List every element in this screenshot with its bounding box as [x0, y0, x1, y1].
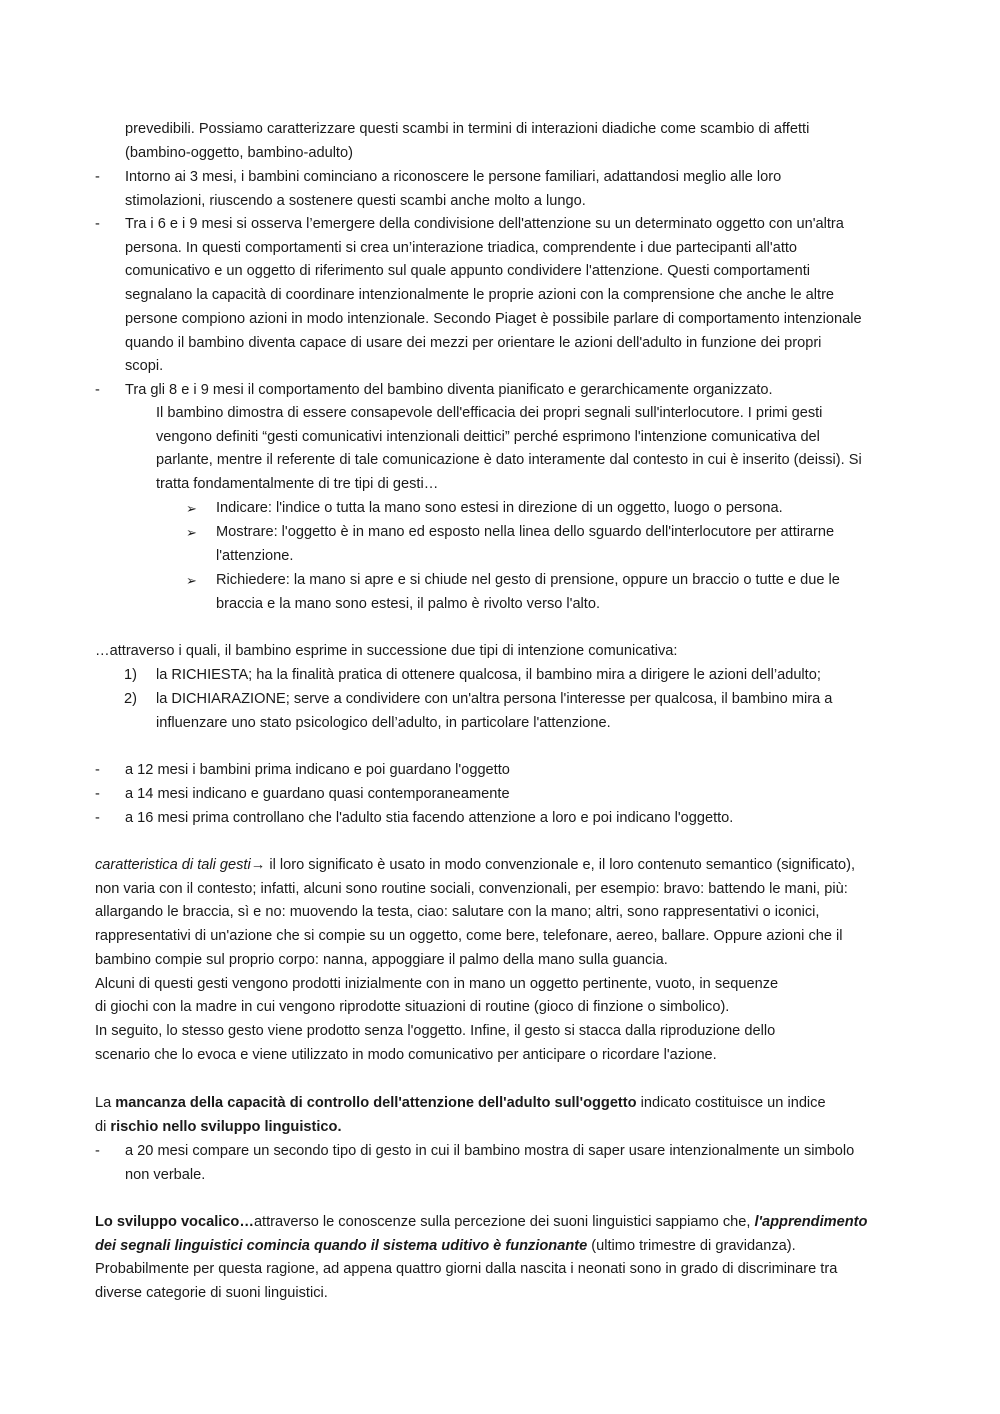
vocal-emphasis: dei segnali linguistici comincia quando il sistema uditivo è funzionante	[95, 1237, 588, 1254]
text-line	[95, 1211, 867, 1235]
dash-bullet: -	[95, 762, 100, 778]
vocal-emphasis: l'apprendimento	[754, 1214, 868, 1230]
text-line: rappresentativi di un'azione che si compie su un oggetto, come bere, telefonare, aereo, ballare. Oppure azioni che il	[95, 928, 843, 945]
text-line: Alcuni di questi gesti vengono prodotti inizialmente con in mano un oggetto pertinente, vuoto, in sequenze	[95, 975, 779, 992]
text-line: l'attenzione.	[216, 547, 294, 564]
vocal-text: attraverso le conoscenze sulla percezione dei suoni linguistici sappiamo che,	[253, 1214, 755, 1230]
text-line	[95, 1116, 826, 1140]
intention-item	[156, 688, 832, 735]
dash-bullet: -	[95, 786, 100, 802]
text-line: influenzare uno stato psicologico dell’adulto, in particolare l'attenzione.	[156, 714, 611, 731]
text-line: di giochi con la madre in cui vengono riprodotte situazioni di routine (gioco di finzione o simbolico).	[95, 999, 730, 1016]
text-line: non varia con il contesto; infatti, alcuni sono routine sociali, convenzionali, per esempio: bravo: battendo le mani, più:	[95, 880, 848, 897]
list-item	[125, 379, 773, 403]
text-line: Indicare: l'indice o tutta la mano sono estesi in direzione di un oggetto, luogo o persona.	[216, 500, 783, 516]
text-line: In seguito, lo stesso gesto viene prodotto senza l'oggetto. Infine, il gesto si stacca dalla riproduzione dello	[95, 1022, 776, 1039]
list-item	[125, 1140, 854, 1187]
text-line: allargando le braccia, sì e no: muovendo la testa, ciao: salutare con la mano; altri, sono rappresentativi o iconici,	[95, 904, 820, 921]
text-line: Tra i 6 e i 9 mesi si osserva l’emergere della condivisione dell'attenzione su un determinato oggetto con un'altra	[125, 216, 844, 232]
dash-bullet: -	[95, 169, 100, 185]
risk-text: indicato costituisce un indice	[636, 1095, 826, 1111]
text-line: persona. In questi comportamenti si crea un’interazione triadica, comprendente i due partecipanti all'atto	[125, 239, 798, 256]
age-item: a 14 mesi indicano e guardano quasi contemporaneamente	[125, 786, 510, 802]
text-line: (bambino-oggetto, bambino-adulto)	[125, 144, 353, 161]
gesture-item	[216, 569, 840, 616]
text-line: Richiedere: la mano si apre e si chiude nel gesto di prensione, oppure un braccio o tutte e due le	[216, 572, 840, 588]
text-line: la DICHIARAZIONE; serve a condividere con un'altra persona l'interesse per qualcosa, il bambino mira a	[156, 691, 833, 707]
features-text: il loro significato è usato in modo convenzionale e, il loro contenuto semantico (significato),	[265, 857, 856, 873]
text-line: braccia e la mano sono estesi, il palmo è rivolto verso l'alto.	[216, 595, 601, 612]
text-line: stimolazioni, riuscendo a sostenere questi scambi anche molto a lungo.	[125, 192, 586, 209]
text-line: non verbale.	[125, 1166, 206, 1183]
age-item: a 12 mesi i bambini prima indicano e poi guardano l'oggetto	[125, 762, 510, 778]
text-line: comunicativo e un oggetto di riferimento sul quale appunto condividere l'attenzione. Questi comportamenti	[125, 263, 811, 280]
risk-bold: mancanza della capacità di controllo dell'attenzione dell'adulto sull'oggetto	[115, 1095, 637, 1111]
text-line: la RICHIESTA; ha la finalità pratica di ottenere qualcosa, il bambino mira a dirigere le azioni dell’adulto;	[156, 667, 821, 683]
text-line: quando il bambino diventa capace di usare dei mezzi per orientare le azioni dell'adulto in funzione dei propri	[125, 334, 822, 351]
text-line: bambino compie sul proprio corpo: nanna, appoggiare il palmo della mano sulla guancia.	[95, 951, 668, 968]
text-line: parlante, mentre il referente di tale comunicazione è dato interamente dal contesto in cui è inserito (deissi). Si	[156, 452, 862, 469]
features-paragraph	[95, 854, 855, 1067]
vocal-paragraph	[95, 1211, 867, 1306]
list-number: 2)	[124, 691, 137, 707]
vocal-text: (ultimo trimestre di gravidanza).	[587, 1237, 796, 1254]
arrow-bullet-icon: ➢	[186, 525, 197, 540]
text-line: Mostrare: l'oggetto è in mano ed esposto nella linea dello sguardo dell'interlocutore per attirarne	[216, 524, 835, 540]
list-number: 1)	[124, 667, 137, 683]
text-line: prevedibili. Possiamo caratterizzare questi scambi in termini di interazioni diadiche come scambio di affetti	[125, 121, 810, 137]
gesture-item	[216, 521, 834, 568]
text-line: …attraverso i quali, il bambino esprime in successione due tipi di intenzione comunicativa:	[95, 643, 678, 659]
dash-bullet: -	[95, 1143, 100, 1159]
text-line: persone compiono azioni in modo intenzionale. Secondo Piaget è possibile parlare di comportamento intenzionale	[125, 310, 862, 327]
risk-paragraph	[95, 1092, 826, 1139]
age-item: a 16 mesi prima controllano che l'adulto stia facendo attenzione a loro e poi indicano l'oggetto.	[125, 810, 734, 826]
intro-paragraph	[125, 118, 809, 165]
risk-bold: rischio nello sviluppo linguistico.	[110, 1118, 342, 1135]
text-line	[95, 1092, 826, 1116]
gesture-item	[216, 497, 783, 521]
intention-item	[156, 664, 821, 688]
text-line: Intorno ai 3 mesi, i bambini cominciano a riconoscere le persone familiari, adattandosi meglio alle loro	[125, 169, 782, 185]
list-item	[125, 213, 862, 379]
vocal-title: Lo sviluppo vocalico…	[95, 1214, 254, 1230]
arrow-bullet-icon: ➢	[186, 501, 197, 516]
risk-text: di	[95, 1118, 111, 1135]
text-line: segnalano la capacità di coordinare intenzionalmente le proprie azioni con la comprensione che anche le altre	[125, 287, 835, 304]
text-line: Probabilmente per questa ragione, ad appena quattro giorni dalla nascita i neonati sono in grado di discriminare tra	[95, 1261, 838, 1278]
list-item	[125, 166, 781, 213]
deictic-paragraph	[156, 402, 862, 497]
arrow-bullet-icon: ➢	[186, 573, 197, 588]
dash-bullet: -	[95, 216, 100, 232]
dash-bullet: -	[95, 810, 100, 826]
text-line: scenario che lo evoca e viene utilizzato in modo comunicativo per anticipare o ricordare l'azione.	[95, 1046, 717, 1063]
text-line	[95, 854, 855, 878]
text-line: a 20 mesi compare un secondo tipo di gesto in cui il bambino mostra di saper usare intenzionalmente un simbolo	[125, 1143, 855, 1159]
risk-text: La	[95, 1095, 116, 1111]
text-line	[95, 1235, 867, 1259]
text-line: vengono definiti “gesti comunicativi intenzionali deittici” perché esprimono l'intenzione comunicativa del	[156, 428, 820, 445]
text-line: tratta fondamentalmente di tre tipi di gesti…	[156, 476, 439, 493]
text-line: Il bambino dimostra di essere consapevole dell'efficacia dei propri segnali sull'interlocutore. I primi gesti	[156, 405, 823, 421]
features-label: caratteristica di tali gesti	[95, 857, 251, 873]
text-line: scopi.	[125, 358, 164, 375]
dash-bullet: -	[95, 382, 100, 398]
text-line: diverse categorie di suoni linguistici.	[95, 1285, 328, 1302]
text-line: Tra gli 8 e i 9 mesi il comportamento del bambino diventa pianificato e gerarchicamente organizzato.	[125, 382, 773, 398]
arrow-right-icon: →	[250, 857, 266, 873]
